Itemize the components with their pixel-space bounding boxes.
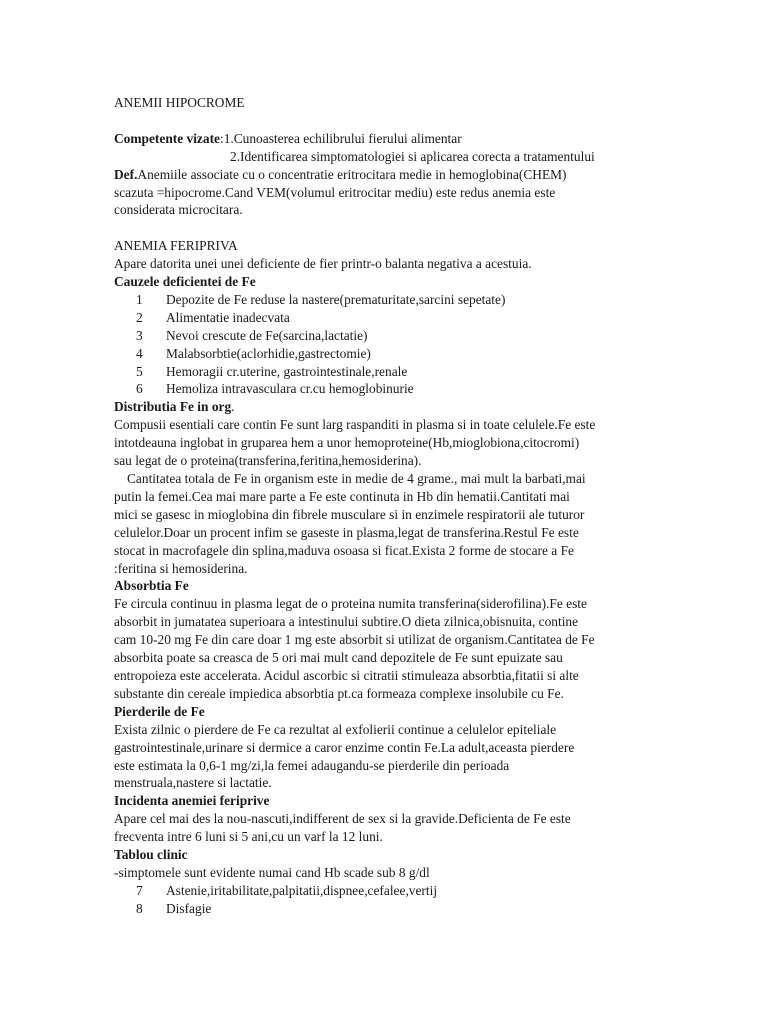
absorbtia-line-5: entropoieza este accelerata. Acidul ascorbic si citratii stimuleaza absorbtia,fitatii si alte <box>114 667 579 683</box>
list-text: Hemoragii cr.uterine, gastrointestinale,renale <box>166 363 408 379</box>
list-text: Malabsorbtie(aclorhidie,gastrectomie) <box>166 345 371 361</box>
list-number: 8 <box>136 900 143 916</box>
incidenta-line-2: frecventa intre 6 luni si 5 ani,cu un varf la 12 luni. <box>114 829 383 845</box>
distributia-heading-tail: . <box>231 399 235 415</box>
pierderile-line-3: este estimata la 0,6-1 mg/zi,la femei adaugandu-se pierderile din perioada <box>114 757 510 773</box>
def-line-2: scazuta =hipocrome.Cand VEM(volumul eritrocitar mediu) este redus anemia este <box>114 184 556 200</box>
competente-text-1: :1.Cunoasterea echilibrului fierului alimentar <box>219 130 462 146</box>
pierderile-heading: Pierderile de Fe <box>114 703 205 719</box>
list-item <box>114 900 654 918</box>
distributia-p2-line-4: celulelor.Doar un procent infim se gaseste in plasma,legat de transferina.Restul Fe este <box>114 524 579 540</box>
distributia-p1-line-1: Compusii esentiali care contin Fe sunt larg raspanditi in plasma si in toate celulele.Fe este <box>114 417 596 433</box>
list-text: Depozite de Fe reduse la nastere(prematuritate,sarcini sepetate) <box>166 291 506 307</box>
list-text: Hemoliza intravasculara cr.cu hemoglobinurie <box>166 381 414 397</box>
intro-text: Apare datorita unei unei deficiente de fier printr-o balanta negativa a acestuia. <box>114 256 532 272</box>
absorbtia-line-4: absorbita poate sa creasca de 5 ori mai mult cand depozitele de Fe sunt epuizate sau <box>114 650 563 666</box>
list-number: 7 <box>136 882 143 898</box>
tablou-heading: Tablou clinic <box>114 847 188 863</box>
list-text: Nevoi crescute de Fe(sarcina,lactatie) <box>166 327 368 343</box>
distributia-p2-line-2: putin la femei.Cea mai mare parte a Fe este continuta in Hb din hematii.Cantitati mai <box>114 488 570 504</box>
list-item <box>114 363 654 381</box>
list-item <box>114 327 654 345</box>
pierderile-line-2: gastrointestinale,urinare si dermice a caror enzime contin Fe.La adult,aceasta pierdere <box>114 739 575 755</box>
distributia-p2-line-5: stocat in macrofagele din splina,maduva osoasa si ficat.Exista 2 forme de stocare a Fe <box>114 542 574 558</box>
list-item <box>114 291 654 309</box>
list-number: 2 <box>136 309 143 325</box>
tablou-intro: -simptomele sunt evidente numai cand Hb scade sub 8 g/dl <box>114 864 430 880</box>
pierderile-line-4: menstruala,nastere si lactatie. <box>114 775 272 791</box>
document-page <box>114 94 654 918</box>
document-title: ANEMII HIPOCROME <box>114 95 245 110</box>
competente-line-2: 2.Identificarea simptomatologiei si aplicarea corecta a tratamentului <box>230 148 595 164</box>
list-number: 4 <box>136 345 143 361</box>
list-text: Alimentatie inadecvata <box>166 309 290 325</box>
list-item <box>114 882 654 900</box>
list-text: Disfagie <box>166 900 212 916</box>
absorbtia-line-6: substante din cereale impiedica absorbtia pt.ca formeaza complexe insolubile cu Fe. <box>114 685 564 701</box>
absorbtia-line-1: Fe circula continuu in plasma legat de o proteina numita transferina(siderofilina).Fe este <box>114 596 587 612</box>
distributia-p2-line-1: Cantitatea totala de Fe in organism este in medie de 4 grame., mai mult la barbati,mai <box>127 471 586 486</box>
list-number: 3 <box>136 327 143 343</box>
competente-label: Competente vizate <box>114 130 220 146</box>
distributia-p2-line-6: :feritina si hemosiderina. <box>114 560 248 576</box>
def-label: Def. <box>114 166 138 182</box>
distributia-p1-line-3: sau legat de o proteina(transferina,feritina,hemosiderina). <box>114 453 422 469</box>
list-number: 1 <box>136 291 143 307</box>
pierderile-line-1: Exista zilnic o pierdere de Fe ca rezultat al exfolierii continue a celulelor epiteliale <box>114 721 557 737</box>
list-text: Astenie,iritabilitate,palpitatii,dispnee,cefalee,vertij <box>166 882 438 898</box>
tablou-list <box>114 882 654 918</box>
list-item <box>114 380 654 398</box>
list-number: 6 <box>136 381 143 397</box>
competente-line-1 <box>114 130 654 148</box>
list-number: 5 <box>136 363 143 379</box>
incidenta-heading: Incidenta anemiei feriprive <box>114 793 270 809</box>
distributia-heading-line <box>114 398 654 416</box>
def-text-1: Anemiile associate cu o concentratie eritrocitara medie in hemoglobina(CHEM) <box>137 166 567 182</box>
distributia-p1-line-2: intotdeauna inglobat in gruparea hem a unor hemoproteine(Hb,mioglobiona,citocromi) <box>114 435 580 451</box>
def-line-1 <box>114 166 654 184</box>
absorbtia-heading: Absorbtia Fe <box>114 578 189 594</box>
absorbtia-line-2: absorbit in jumatatea superioara a intestinului subtire.O dieta zilnica,obisnuita, contine <box>114 614 579 630</box>
list-item <box>114 345 654 363</box>
section-title: ANEMIA FERIPRIVA <box>114 238 238 254</box>
list-item <box>114 309 654 327</box>
distributia-heading: Distributia Fe in org <box>114 399 232 415</box>
incidenta-line-1: Apare cel mai des la nou-nascuti,indifferent de sex si la gravide.Deficienta de Fe este <box>114 811 571 827</box>
distributia-p2-line-3: mici se gasesc in mioglobina din fibrele musculare si in enzimele respiratorii ale tuturor <box>114 506 585 522</box>
def-line-3: considerata microcitara. <box>114 202 243 218</box>
cauze-list <box>114 291 654 398</box>
cauze-heading: Cauzele deficientei de Fe <box>114 274 256 290</box>
absorbtia-line-3: cam 10-20 mg Fe din care doar 1 mg este absorbit si utilizat de organism.Cantitatea de Fe <box>114 632 595 648</box>
